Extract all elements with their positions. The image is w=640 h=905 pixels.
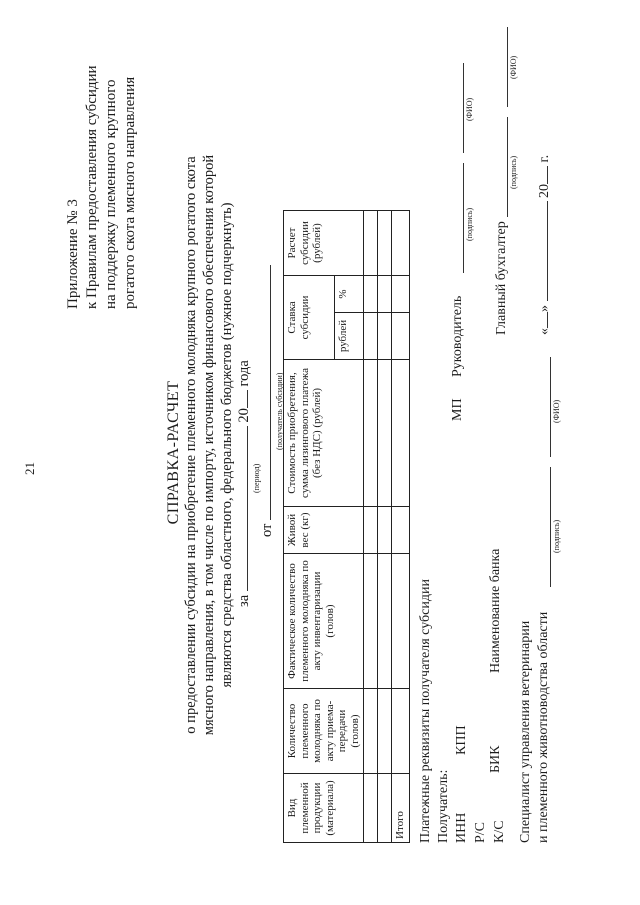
recipient-label: Получатель: bbox=[436, 769, 451, 843]
total-label: Итого bbox=[392, 774, 410, 843]
specialist-signature-caption: (подпись) bbox=[552, 519, 561, 553]
appendix-block bbox=[64, 65, 140, 309]
appendix-line: рогатого скота мясного направления bbox=[122, 76, 138, 309]
header-qty-inventory: Фактическое количество племенного молодняка по акту инвентаризации (голов) bbox=[284, 554, 364, 689]
bank-name-label: Наименование банка bbox=[488, 548, 503, 673]
date-year-prefix: 20 bbox=[537, 184, 552, 198]
accountant-signature-caption: (подпись) bbox=[509, 155, 518, 189]
year-suffix: года bbox=[236, 360, 252, 387]
rs-label: Р/С bbox=[473, 821, 488, 843]
date-year-suffix: г. bbox=[537, 154, 552, 163]
document-title: СПРАВКА-РАСЧЕТ bbox=[165, 380, 182, 525]
date-quote-close: » bbox=[537, 305, 552, 312]
inn-label: ИНН bbox=[454, 812, 469, 843]
calculation-table bbox=[283, 210, 410, 843]
header-rate: Ставка субсидии bbox=[284, 276, 335, 360]
header-rate-percent: % bbox=[334, 276, 363, 313]
period-line bbox=[236, 360, 253, 607]
page-number: 21 bbox=[22, 462, 37, 475]
date-month-blank bbox=[547, 202, 548, 302]
header-cost: Стоимость приобретения, сумма лизингового платежа (без НДС) (рублей) bbox=[284, 360, 364, 507]
date-quote-open: « bbox=[537, 328, 552, 335]
kpp-label: КПП bbox=[454, 725, 469, 755]
year-blank bbox=[247, 390, 248, 408]
header-qty-transfer: Количество племенного молодняка по акту приема-передачи (голов) bbox=[284, 689, 364, 774]
recipient-blank bbox=[270, 265, 271, 520]
accountant-fio-line bbox=[492, 27, 508, 107]
ks-label: К/С bbox=[492, 820, 507, 843]
specialist-label-2: и племенного животноводства области bbox=[536, 611, 551, 843]
head-fio-caption: (ФИО) bbox=[465, 97, 474, 121]
appendix-line: Приложение № 3 bbox=[65, 199, 81, 309]
header-live-weight: Живой вес (кг) bbox=[284, 507, 364, 554]
requisites-heading: Платежные реквизиты получателя субсидии bbox=[418, 579, 433, 843]
header-subsidy-calc: Расчет субсидии (рублей) bbox=[284, 211, 364, 276]
specialist-fio-caption: (ФИО) bbox=[552, 399, 561, 423]
header-product-type: Вид племенной продукции (материала) bbox=[284, 774, 364, 843]
accountant-fio-caption: (ФИО) bbox=[509, 55, 518, 79]
period-blank bbox=[247, 426, 248, 591]
document-subtitle: о предоставлении субсидии на приобретение племенного молодняка крупного рогатого скота мясного направления, в том числе по импорту, источником финансового обеспечения которой являются средства областного, федерального бюджетов (нужное подчеркнуть) bbox=[183, 154, 235, 736]
bik-label: БИК bbox=[488, 745, 503, 773]
head-label: Руководитель bbox=[450, 295, 465, 377]
specialist-label-1: Специалист управления ветеринарии bbox=[518, 620, 533, 843]
recipient-line bbox=[259, 265, 276, 537]
head-fio-line bbox=[448, 63, 464, 153]
appendix-line: к Правилам предоставления субсидии bbox=[84, 65, 100, 309]
appendix-line: на поддержку племенного крупного bbox=[103, 79, 119, 309]
specialist-signature-line bbox=[535, 467, 551, 587]
accountant-label: Главный бухгалтер bbox=[494, 221, 509, 335]
accountant-signature-line bbox=[492, 117, 508, 217]
date-year-blank bbox=[547, 166, 548, 184]
head-signature-caption: (подпись) bbox=[465, 207, 474, 241]
table-row bbox=[364, 211, 378, 843]
date-day-blank bbox=[547, 312, 548, 328]
period-prefix: за bbox=[236, 594, 252, 607]
date-line bbox=[535, 155, 554, 335]
recipient-caption: (получатель субсидии) bbox=[275, 372, 284, 450]
head-signature-line bbox=[448, 163, 464, 273]
table-row bbox=[378, 211, 392, 843]
header-rate-rub: рублей bbox=[334, 313, 363, 360]
recipient-prefix: от bbox=[259, 523, 275, 537]
year-prefix: 20 bbox=[236, 408, 252, 423]
table-total-row bbox=[392, 211, 410, 843]
period-caption: (период) bbox=[252, 463, 261, 493]
stamp-mp: МП bbox=[450, 398, 465, 421]
specialist-fio-line bbox=[535, 357, 551, 457]
